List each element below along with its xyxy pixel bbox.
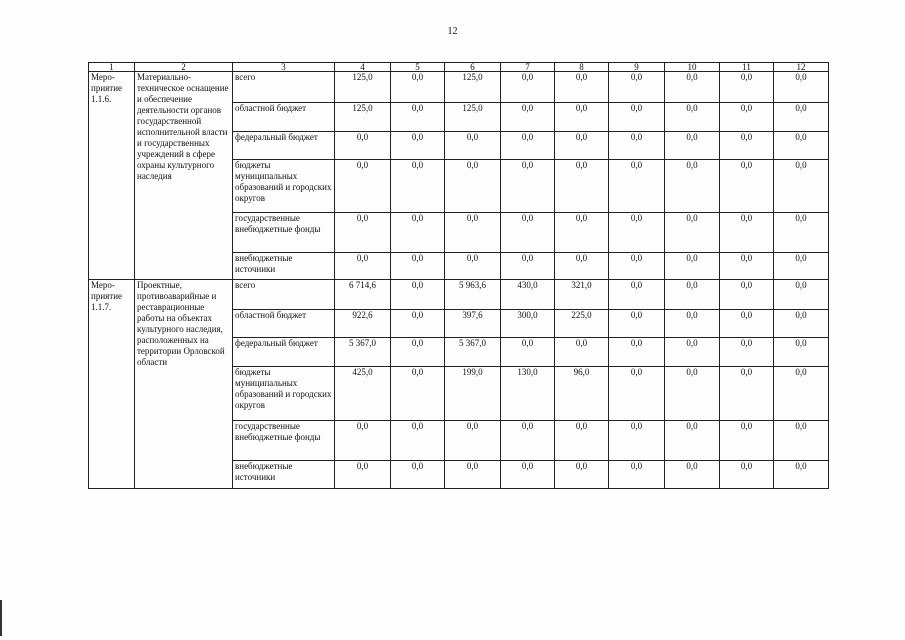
value-cell: 0,0 [501, 72, 555, 103]
value-cell: 0,0 [720, 72, 774, 103]
value-cell: 0,0 [720, 280, 774, 310]
value-cell: 0,0 [501, 132, 555, 160]
measure-name-cell: Материально-техническое оснащение и обеспечение деятельности органов государственной исполнительной власти и государственных учреждений в сфере охраны культурного наследия [135, 72, 233, 280]
value-cell: 5 367,0 [335, 338, 391, 367]
measure-cell: Меро-приятие 1.1.6. [89, 72, 135, 280]
value-cell: 0,0 [335, 421, 391, 461]
value-cell: 0,0 [774, 280, 829, 310]
value-cell: 0,0 [774, 367, 829, 421]
value-cell: 0,0 [391, 280, 445, 310]
funding-source-cell: федеральный бюджет [233, 132, 335, 160]
table-row [89, 72, 829, 103]
value-cell: 0,0 [774, 72, 829, 103]
value-cell: 0,0 [665, 213, 720, 253]
value-cell: 125,0 [445, 103, 501, 132]
funding-source-cell: всего [233, 72, 335, 103]
value-cell: 321,0 [555, 280, 609, 310]
value-cell: 0,0 [501, 160, 555, 213]
value-cell: 0,0 [555, 160, 609, 213]
value-cell: 0,0 [609, 253, 665, 280]
value-cell: 0,0 [445, 213, 501, 253]
column-header: 9 [609, 63, 665, 72]
value-cell: 0,0 [774, 132, 829, 160]
value-cell: 130,0 [501, 367, 555, 421]
value-cell: 0,0 [555, 213, 609, 253]
value-cell: 0,0 [720, 338, 774, 367]
value-cell: 0,0 [609, 160, 665, 213]
value-cell: 96,0 [555, 367, 609, 421]
value-cell: 0,0 [720, 103, 774, 132]
funding-source-cell: всего [233, 280, 335, 310]
value-cell: 0,0 [555, 103, 609, 132]
value-cell: 0,0 [391, 160, 445, 213]
scan-edge-mark [0, 600, 2, 636]
funding-source-cell: внебюджетные источники [233, 461, 335, 489]
value-cell: 0,0 [609, 338, 665, 367]
value-cell: 0,0 [720, 132, 774, 160]
value-cell: 0,0 [445, 132, 501, 160]
column-header: 7 [501, 63, 555, 72]
value-cell: 0,0 [609, 421, 665, 461]
column-header: 5 [391, 63, 445, 72]
value-cell: 0,0 [774, 338, 829, 367]
value-cell: 0,0 [501, 421, 555, 461]
value-cell: 922,6 [335, 310, 391, 338]
value-cell: 0,0 [391, 132, 445, 160]
column-header: 3 [233, 63, 335, 72]
value-cell: 0,0 [720, 310, 774, 338]
column-header: 4 [335, 63, 391, 72]
column-header: 12 [774, 63, 829, 72]
value-cell: 0,0 [335, 213, 391, 253]
value-cell: 125,0 [335, 103, 391, 132]
value-cell: 0,0 [555, 461, 609, 489]
value-cell: 0,0 [665, 132, 720, 160]
value-cell: 0,0 [501, 338, 555, 367]
value-cell: 0,0 [665, 103, 720, 132]
value-cell: 0,0 [335, 160, 391, 213]
value-cell: 5 367,0 [445, 338, 501, 367]
value-cell: 0,0 [391, 103, 445, 132]
value-cell: 0,0 [665, 72, 720, 103]
header-row [89, 63, 829, 72]
value-cell: 0,0 [665, 160, 720, 213]
value-cell: 0,0 [720, 213, 774, 253]
value-cell: 0,0 [609, 280, 665, 310]
funding-source-cell: бюджеты муниципальных образований и городских округов [233, 160, 335, 213]
value-cell: 0,0 [555, 338, 609, 367]
value-cell: 0,0 [720, 367, 774, 421]
value-cell: 0,0 [335, 461, 391, 489]
column-header: 1 [89, 63, 135, 72]
value-cell: 0,0 [501, 103, 555, 132]
value-cell: 5 963,6 [445, 280, 501, 310]
value-cell: 300,0 [501, 310, 555, 338]
value-cell: 397,6 [445, 310, 501, 338]
value-cell: 0,0 [609, 310, 665, 338]
value-cell: 0,0 [720, 253, 774, 280]
value-cell: 0,0 [445, 461, 501, 489]
funding-source-cell: государственные внебюджетные фонды [233, 421, 335, 461]
value-cell: 0,0 [665, 338, 720, 367]
value-cell: 0,0 [609, 367, 665, 421]
column-header: 11 [720, 63, 774, 72]
value-cell: 0,0 [501, 253, 555, 280]
funding-source-cell: государственные внебюджетные фонды [233, 213, 335, 253]
value-cell: 0,0 [720, 421, 774, 461]
value-cell: 0,0 [445, 253, 501, 280]
value-cell: 0,0 [720, 461, 774, 489]
value-cell: 425,0 [335, 367, 391, 421]
value-cell: 0,0 [445, 421, 501, 461]
value-cell: 0,0 [665, 280, 720, 310]
funding-source-cell: бюджеты муниципальных образований и городских округов [233, 367, 335, 421]
funding-source-cell: областной бюджет [233, 103, 335, 132]
value-cell: 0,0 [555, 132, 609, 160]
value-cell: 0,0 [609, 72, 665, 103]
value-cell: 0,0 [391, 461, 445, 489]
value-cell: 0,0 [774, 213, 829, 253]
budget-table [88, 62, 829, 489]
value-cell: 0,0 [774, 461, 829, 489]
value-cell: 0,0 [609, 213, 665, 253]
value-cell: 0,0 [555, 421, 609, 461]
value-cell: 0,0 [335, 253, 391, 280]
value-cell: 0,0 [774, 103, 829, 132]
funding-source-cell: внебюджетные источники [233, 253, 335, 280]
value-cell: 6 714,6 [335, 280, 391, 310]
value-cell: 0,0 [774, 160, 829, 213]
value-cell: 430,0 [501, 280, 555, 310]
value-cell: 0,0 [335, 132, 391, 160]
value-cell: 0,0 [665, 421, 720, 461]
value-cell: 0,0 [391, 310, 445, 338]
value-cell: 0,0 [774, 310, 829, 338]
value-cell: 0,0 [609, 461, 665, 489]
value-cell: 0,0 [609, 132, 665, 160]
column-header: 6 [445, 63, 501, 72]
measure-name-cell: Проектные, противоаварийные и реставрационные работы на объектах культурного наследия, расположенных на территории Орловской области [135, 280, 233, 489]
value-cell: 0,0 [391, 367, 445, 421]
column-header: 10 [665, 63, 720, 72]
value-cell: 0,0 [501, 461, 555, 489]
value-cell: 0,0 [665, 253, 720, 280]
column-header: 2 [135, 63, 233, 72]
value-cell: 0,0 [391, 72, 445, 103]
value-cell: 0,0 [609, 103, 665, 132]
funding-source-cell: федеральный бюджет [233, 338, 335, 367]
value-cell: 0,0 [391, 338, 445, 367]
value-cell: 0,0 [665, 367, 720, 421]
table-row [89, 280, 829, 310]
value-cell: 0,0 [555, 72, 609, 103]
value-cell: 0,0 [665, 310, 720, 338]
value-cell: 0,0 [391, 213, 445, 253]
page-number: 12 [447, 26, 458, 37]
value-cell: 125,0 [335, 72, 391, 103]
measure-cell: Меро-приятие 1.1.7. [89, 280, 135, 489]
value-cell: 0,0 [445, 160, 501, 213]
value-cell: 0,0 [391, 421, 445, 461]
value-cell: 0,0 [665, 461, 720, 489]
value-cell: 0,0 [720, 160, 774, 213]
value-cell: 0,0 [774, 253, 829, 280]
value-cell: 199,0 [445, 367, 501, 421]
value-cell: 0,0 [501, 213, 555, 253]
value-cell: 125,0 [445, 72, 501, 103]
value-cell: 0,0 [774, 421, 829, 461]
column-header: 8 [555, 63, 609, 72]
value-cell: 0,0 [555, 253, 609, 280]
funding-source-cell: областной бюджет [233, 310, 335, 338]
value-cell: 225,0 [555, 310, 609, 338]
value-cell: 0,0 [391, 253, 445, 280]
